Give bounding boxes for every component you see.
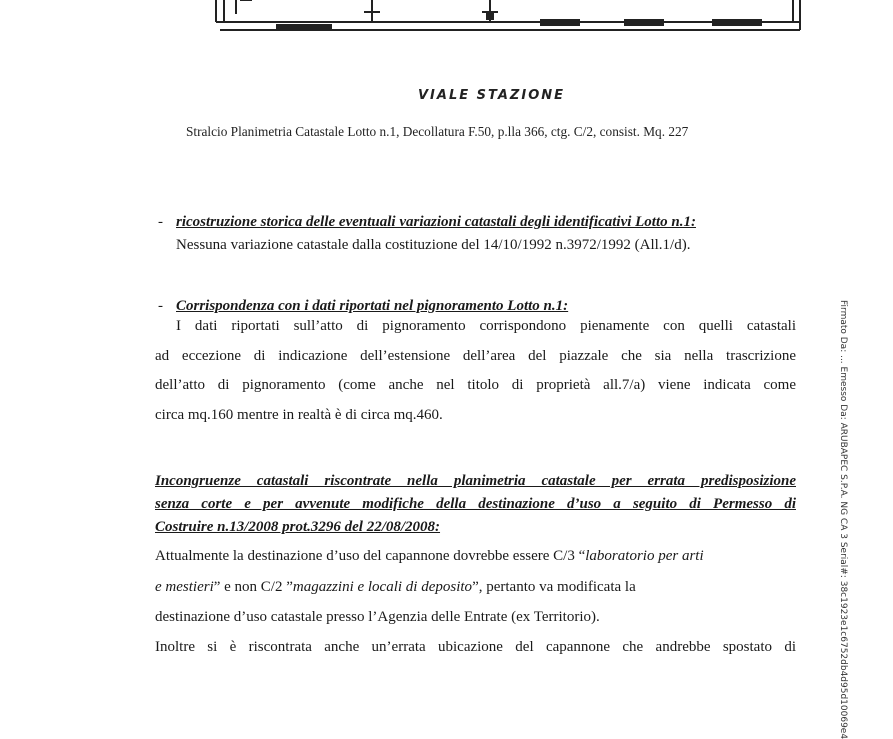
text-run-italic: e mestieri [155, 579, 214, 595]
section-history [158, 214, 798, 231]
plan-window-2 [540, 19, 580, 26]
text-run: ”, pertanto va modificata la [472, 579, 636, 595]
text-run: Attualmente la destinazione d’uso del capannone dovrebbe essere C/3 “ [155, 548, 586, 564]
plan-window-3 [624, 19, 664, 26]
signature-stamp: Firmato Da: ... Emesso Da: ARUBAPEC S.P.A. NG CA 3 Serial#: 38c1923e1c6752db4d95d10069e4 [838, 300, 848, 739]
paragraph-line: I dati riportati sull’atto di pignoramento corrispondono pienamente con quelli catastali [176, 318, 796, 334]
plan-window-4 [712, 19, 762, 26]
bullet: - [158, 298, 163, 314]
text-run-italic: laboratorio per arti [585, 548, 704, 564]
text-run: ” e non C/2 ” [213, 579, 293, 595]
section-text: Nessuna variazione catastale dalla costituzione del 14/10/1992 n.3972/1992 (All.1/d). [176, 237, 691, 253]
street-label: VIALE STAZIONE [418, 88, 566, 103]
section-correspondence [158, 298, 798, 315]
text-run-italic: magazzini e locali di deposito [292, 579, 473, 595]
section-heading: ricostruzione storica delle eventuali variazioni catastali degli identificativi Lotto n.1: [176, 214, 696, 230]
section-heading: Corrispondenza con i dati riportati nel pignoramento Lotto n.1: [176, 298, 569, 314]
section-heading: Costruire n.13/2008 prot.3296 del 22/08/2008: [155, 519, 441, 535]
paragraph-line [155, 548, 796, 565]
floor-plan-drawing [0, 0, 893, 40]
plan-window-1 [276, 24, 332, 29]
paragraph-line: dell’atto di pignoramento (come anche nel titolo di proprietà all.7/a) viene indicata come [155, 377, 796, 393]
section-heading: senza corte e per avvenute modifiche della destinazione d’uso a seguito di Permesso di [155, 496, 796, 512]
plan-caption: Stralcio Planimetria Catastale Lotto n.1, Decollatura F.50, p.lla 366, ctg. C/2, consist. Mq. 227 [186, 124, 689, 139]
paragraph-line [155, 579, 796, 596]
paragraph-line: ad eccezione di indicazione dell’estensione dell’area del piazzale che sia nella trascrizione [155, 348, 796, 364]
bullet: - [158, 214, 163, 230]
paragraph-line: destinazione d’uso catastale presso l’Agenzia delle Entrate (ex Territorio). [155, 609, 600, 625]
section-heading: Incongruenze catastali riscontrate nella planimetria catastale per errata predisposizione [155, 473, 796, 489]
paragraph-line: Inoltre si è riscontrata anche un’errata ubicazione del capannone che andrebbe spostato di [155, 639, 796, 655]
paragraph-line: circa mq.160 mentre in realtà è di circa mq.460. [155, 407, 443, 423]
